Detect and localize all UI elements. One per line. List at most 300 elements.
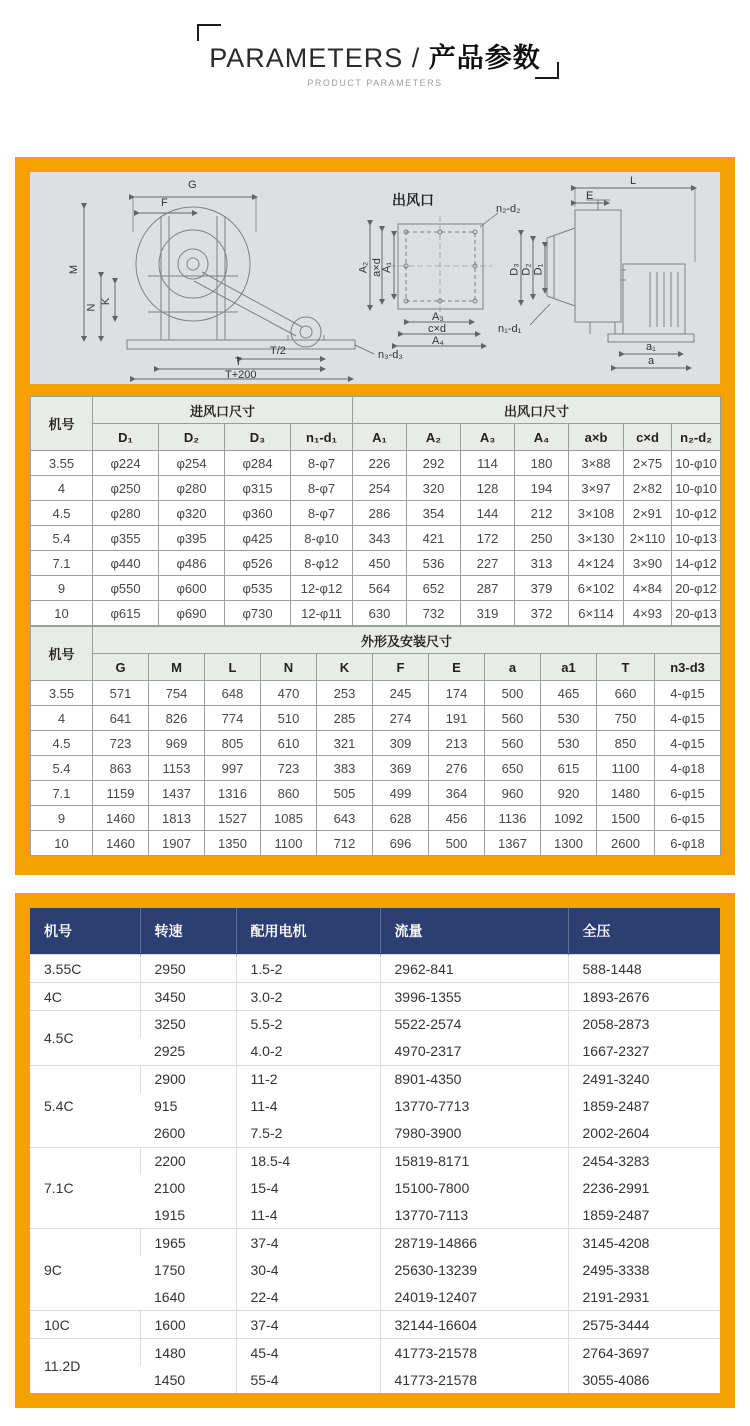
value-cell: 732 [407,601,461,626]
value-cell: 997 [205,756,261,781]
value-cell: 2575-3444 [568,1311,720,1339]
value-cell: φ535 [225,576,291,601]
value-cell: 1480 [140,1339,236,1366]
value-cell: 1600 [140,1311,236,1339]
value-cell: 643 [317,806,373,831]
col-header-motor: 配用电机 [236,908,380,955]
value-cell: 1450 [140,1366,236,1393]
fan-technical-drawing [30,172,720,384]
col-header-cxd: c×d [624,424,672,451]
value-cell: 1460 [93,806,149,831]
value-cell: φ320 [159,501,225,526]
value-cell: 610 [261,731,317,756]
value-cell: 560 [485,706,541,731]
page-title-separator: / [403,43,429,73]
value-cell: 1153 [149,756,205,781]
value-cell: φ425 [225,526,291,551]
value-cell: 2×75 [624,451,672,476]
value-cell: 287 [461,576,515,601]
value-cell: 8-φ10 [291,526,353,551]
table-row [31,451,721,476]
dim-label-a: a [648,355,655,367]
value-cell: 4-φ15 [655,706,721,731]
value-cell: 354 [407,501,461,526]
value-cell: 826 [149,706,205,731]
dim-label-D3: D₃ [508,263,521,276]
value-cell: 25630-13239 [380,1256,568,1283]
col-header-T: T [597,654,655,681]
value-cell: 4-φ15 [655,681,721,706]
col-header-pressure: 全压 [568,908,720,955]
machine-no-cell: 5.4 [31,526,93,551]
value-cell: 696 [373,831,429,856]
table-row [31,756,721,781]
machine-no-cell: 11.2D [30,1339,140,1393]
mounting-dimension-table [30,626,721,856]
value-cell: 212 [515,501,569,526]
value-cell: 8-φ12 [291,551,353,576]
col-header-D3: D₃ [225,424,291,451]
dim-label-n1-d1: n₁-d₁ [498,323,522,335]
value-cell: 1437 [149,781,205,806]
value-cell: 3×97 [569,476,624,501]
col-header-A1: A₁ [353,424,407,451]
value-cell: 254 [353,476,407,501]
value-cell: 1367 [485,831,541,856]
value-cell: 14-φ12 [672,551,721,576]
value-cell: 652 [407,576,461,601]
dim-label-E: E [586,190,594,202]
value-cell: 2454-3283 [568,1147,720,1174]
value-cell: 20-φ12 [672,576,721,601]
value-cell: 2191-2931 [568,1283,720,1310]
value-cell: 2962-841 [380,955,568,983]
value-cell: 379 [515,576,569,601]
page-title-zh: 产品参数 [428,43,541,73]
value-cell: 174 [429,681,485,706]
corner-bracket-bottom-right-icon [535,62,559,79]
value-cell: 286 [353,501,407,526]
value-cell: 4×93 [624,601,672,626]
value-cell: 450 [353,551,407,576]
value-cell: 4-φ18 [655,756,721,781]
value-cell: 180 [515,451,569,476]
col-header-n3-d3: n3-d3 [655,654,721,681]
value-cell: 15-4 [236,1175,380,1202]
value-cell: 750 [597,706,655,731]
value-cell: 1915 [140,1201,236,1228]
value-cell: 5.5-2 [236,1011,380,1038]
sub-header-row [31,424,721,451]
page-title-en: PARAMETERS [209,43,404,73]
value-cell: 321 [317,731,373,756]
value-cell: 2100 [140,1175,236,1202]
value-cell: 319 [461,601,515,626]
value-cell: 12-φ12 [291,576,353,601]
value-cell: 1085 [261,806,317,831]
value-cell: 4-φ15 [655,731,721,756]
value-cell: φ526 [225,551,291,576]
value-cell: 960 [485,781,541,806]
value-cell: 41773-21578 [380,1366,568,1393]
mounting-size-group-header: 外形及安装尺寸 [93,627,721,654]
value-cell: 7980-3900 [380,1120,568,1147]
value-cell: 364 [429,781,485,806]
value-cell: 774 [205,706,261,731]
value-cell: 1907 [149,831,205,856]
value-cell: 55-4 [236,1366,380,1393]
inlet-outlet-dimension-table [30,396,721,626]
machine-no-cell: 4 [31,476,93,501]
value-cell: 5522-2574 [380,1011,568,1038]
value-cell: 1460 [93,831,149,856]
value-cell: 1.5-2 [236,955,380,983]
table-row [31,476,721,501]
col-header-a: a [485,654,541,681]
value-cell: 421 [407,526,461,551]
value-cell: 6-φ15 [655,781,721,806]
col-header-K: K [317,654,373,681]
value-cell: 500 [485,681,541,706]
performance-table [30,908,720,1393]
value-cell: 564 [353,576,407,601]
col-header-a1: a1 [541,654,597,681]
value-cell: 1480 [597,781,655,806]
value-cell: 560 [485,731,541,756]
value-cell: 2×110 [624,526,672,551]
dim-label-n2-d2: n₂-d₂ [496,203,521,215]
dim-label-T: T [235,356,242,368]
value-cell: 530 [541,706,597,731]
machine-no-cell: 3.55 [31,451,93,476]
value-cell: φ486 [159,551,225,576]
table-row [31,781,721,806]
value-cell: 588-1448 [568,955,720,983]
value-cell: 456 [429,806,485,831]
value-cell: 915 [140,1093,236,1120]
value-cell: 292 [407,451,461,476]
value-cell: 2×82 [624,476,672,501]
perf-row [30,1147,720,1174]
col-header-E: E [429,654,485,681]
value-cell: φ730 [225,601,291,626]
table-row [31,576,721,601]
value-cell: 641 [93,706,149,731]
value-cell: 1316 [205,781,261,806]
value-cell: 1640 [140,1283,236,1310]
value-cell: 4.0-2 [236,1038,380,1065]
machine-no-header: 机号 [31,627,93,681]
value-cell: 3×130 [569,526,624,551]
value-cell: 10-φ10 [672,451,721,476]
group-header-row [31,627,721,654]
value-cell: 383 [317,756,373,781]
value-cell: 630 [353,601,407,626]
machine-no-cell: 4.5 [31,501,93,526]
value-cell: 11-4 [236,1093,380,1120]
dim-label-A2: A₂ [357,261,370,274]
value-cell: 4×124 [569,551,624,576]
col-header-A2: A₂ [407,424,461,451]
table-row [31,806,721,831]
col-header-flow: 流量 [380,908,568,955]
page-subtitle: PRODUCT PARAMETERS [307,78,443,88]
value-cell: 530 [541,731,597,756]
value-cell: 22-4 [236,1283,380,1310]
table-row [31,551,721,576]
value-cell: φ440 [93,551,159,576]
value-cell: 24019-12407 [380,1283,568,1310]
value-cell: φ690 [159,601,225,626]
value-cell: 274 [373,706,429,731]
value-cell: 30-4 [236,1256,380,1283]
value-cell: 28719-14866 [380,1229,568,1256]
value-cell: 194 [515,476,569,501]
value-cell: 2×91 [624,501,672,526]
value-cell: 2600 [597,831,655,856]
perf-row [30,955,720,983]
value-cell: 1500 [597,806,655,831]
machine-no-cell: 4C [30,983,140,1011]
machine-no-cell: 9 [31,806,93,831]
value-cell: 7.5-2 [236,1120,380,1147]
value-cell: 2058-2873 [568,1011,720,1038]
machine-no-cell: 4.5 [31,731,93,756]
col-header-n1-d1: n₁-d₁ [291,424,353,451]
value-cell: φ550 [93,576,159,601]
value-cell: φ250 [93,476,159,501]
value-cell: 369 [373,756,429,781]
col-header-machine-no: 机号 [30,908,140,955]
value-cell: 470 [261,681,317,706]
machine-no-cell: 7.1C [30,1147,140,1229]
dim-label-F: F [161,197,168,209]
value-cell: 32144-16604 [380,1311,568,1339]
machine-no-cell: 4 [31,706,93,731]
value-cell: 10-φ10 [672,476,721,501]
machine-no-cell: 3.55C [30,955,140,983]
value-cell: 128 [461,476,515,501]
performance-section [15,893,735,1408]
value-cell: 6-φ18 [655,831,721,856]
table-row [31,831,721,856]
col-header-F: F [373,654,429,681]
value-cell: 3×90 [624,551,672,576]
value-cell: φ615 [93,601,159,626]
value-cell: 1893-2676 [568,983,720,1011]
value-cell: 8901-4350 [380,1065,568,1092]
value-cell: φ355 [93,526,159,551]
value-cell: 372 [515,601,569,626]
dim-label-a1: a₁ [646,341,656,353]
value-cell: 13770-7113 [380,1201,568,1228]
perf-row [30,1229,720,1256]
perf-row [30,1011,720,1038]
value-cell: 510 [261,706,317,731]
value-cell: 6×114 [569,601,624,626]
perf-row [30,983,720,1011]
value-cell: φ254 [159,451,225,476]
value-cell: 863 [93,756,149,781]
dim-label-M: M [68,264,81,275]
machine-no-cell: 5.4C [30,1065,140,1147]
value-cell: 660 [597,681,655,706]
value-cell: 2200 [140,1147,236,1174]
group-header-row [31,397,721,424]
value-cell: 226 [353,451,407,476]
value-cell: 6×102 [569,576,624,601]
value-cell: 920 [541,781,597,806]
dim-label-K: K [100,297,113,306]
value-cell: 15819-8171 [380,1147,568,1174]
value-cell: 3250 [140,1011,236,1038]
perf-row [30,1311,720,1339]
value-cell: 3.0-2 [236,983,380,1011]
value-cell: 650 [485,756,541,781]
value-cell: 805 [205,731,261,756]
value-cell: φ395 [159,526,225,551]
value-cell: 500 [429,831,485,856]
value-cell: 2491-3240 [568,1065,720,1092]
value-cell: 615 [541,756,597,781]
value-cell: 3996-1355 [380,983,568,1011]
dim-label-T-plus-200: T+200 [225,369,257,381]
value-cell: 320 [407,476,461,501]
table-row [31,526,721,551]
machine-no-cell: 10 [31,601,93,626]
value-cell: 712 [317,831,373,856]
value-cell: 10-φ13 [672,526,721,551]
value-cell: 213 [429,731,485,756]
value-cell: 2950 [140,955,236,983]
value-cell: 2925 [140,1038,236,1065]
dim-label-A3: A₃ [432,311,444,323]
value-cell: 8-φ7 [291,501,353,526]
value-cell: 1859-2487 [568,1093,720,1120]
col-header-A3: A₃ [461,424,515,451]
value-cell: 1100 [597,756,655,781]
value-cell: 1667-2327 [568,1038,720,1065]
machine-no-header: 机号 [31,397,93,451]
dim-label-N: N [85,303,98,312]
value-cell: 10-φ12 [672,501,721,526]
value-cell: 571 [93,681,149,706]
machine-no-cell: 7.1 [31,551,93,576]
value-cell: 144 [461,501,515,526]
perf-header-row [30,908,720,955]
value-cell: 114 [461,451,515,476]
value-cell: 1527 [205,806,261,831]
page-header [0,0,750,150]
value-cell: 754 [149,681,205,706]
table-row [31,501,721,526]
value-cell: φ224 [93,451,159,476]
value-cell: 37-4 [236,1311,380,1339]
value-cell: φ360 [225,501,291,526]
value-cell: 648 [205,681,261,706]
value-cell: φ315 [225,476,291,501]
value-cell: 3145-4208 [568,1229,720,1256]
value-cell: 343 [353,526,407,551]
value-cell: 15100-7800 [380,1175,568,1202]
value-cell: φ280 [93,501,159,526]
value-cell: 13770-7713 [380,1093,568,1120]
value-cell: 628 [373,806,429,831]
col-header-axb: a×b [569,424,624,451]
value-cell: 8-φ7 [291,451,353,476]
value-cell: 2495-3338 [568,1256,720,1283]
value-cell: 3×108 [569,501,624,526]
dimensions-section [15,157,735,875]
value-cell: 3055-4086 [568,1366,720,1393]
dim-label-A1: A₁ [381,261,394,274]
value-cell: φ280 [159,476,225,501]
value-cell: 2236-2991 [568,1175,720,1202]
value-cell: 850 [597,731,655,756]
value-cell: 1136 [485,806,541,831]
dim-label-A4: A₄ [432,335,444,347]
machine-no-cell: 5.4 [31,756,93,781]
value-cell: 227 [461,551,515,576]
value-cell: 3×88 [569,451,624,476]
dim-label-D2: D₂ [520,263,533,276]
col-header-A4: A₄ [515,424,569,451]
dim-label-L: L [630,175,637,187]
value-cell: 253 [317,681,373,706]
machine-no-cell: 9 [31,576,93,601]
table-row [31,681,721,706]
table-row [31,601,721,626]
value-cell: 250 [515,526,569,551]
technical-drawing-panel [30,172,720,384]
dim-label-cxd: c×d [428,323,447,335]
value-cell: 499 [373,781,429,806]
value-cell: 1813 [149,806,205,831]
col-header-L: L [205,654,261,681]
col-header-n2-d2: n₂-d₂ [672,424,721,451]
machine-no-cell: 3.55 [31,681,93,706]
value-cell: 2900 [140,1065,236,1092]
perf-row [30,1339,720,1366]
value-cell: 4970-2317 [380,1038,568,1065]
value-cell: 285 [317,706,373,731]
outlet-size-group-header: 出风口尺寸 [353,397,721,424]
dim-label-T-half: T/2 [270,345,286,357]
machine-no-cell: 10 [31,831,93,856]
value-cell: 309 [373,731,429,756]
value-cell: 8-φ7 [291,476,353,501]
value-cell: φ600 [159,576,225,601]
value-cell: 313 [515,551,569,576]
value-cell: 465 [541,681,597,706]
value-cell: 12-φ11 [291,601,353,626]
value-cell: 4×84 [624,576,672,601]
value-cell: 2600 [140,1120,236,1147]
col-header-speed: 转速 [140,908,236,955]
value-cell: 1750 [140,1256,236,1283]
value-cell: 276 [429,756,485,781]
value-cell: 969 [149,731,205,756]
value-cell: 20-φ13 [672,601,721,626]
value-cell: 1965 [140,1229,236,1256]
value-cell: 11-2 [236,1065,380,1092]
value-cell: 1159 [93,781,149,806]
value-cell: 41773-21578 [380,1339,568,1366]
value-cell: 1350 [205,831,261,856]
value-cell: 536 [407,551,461,576]
dim-label-axd: a×d [370,258,383,277]
value-cell: 505 [317,781,373,806]
